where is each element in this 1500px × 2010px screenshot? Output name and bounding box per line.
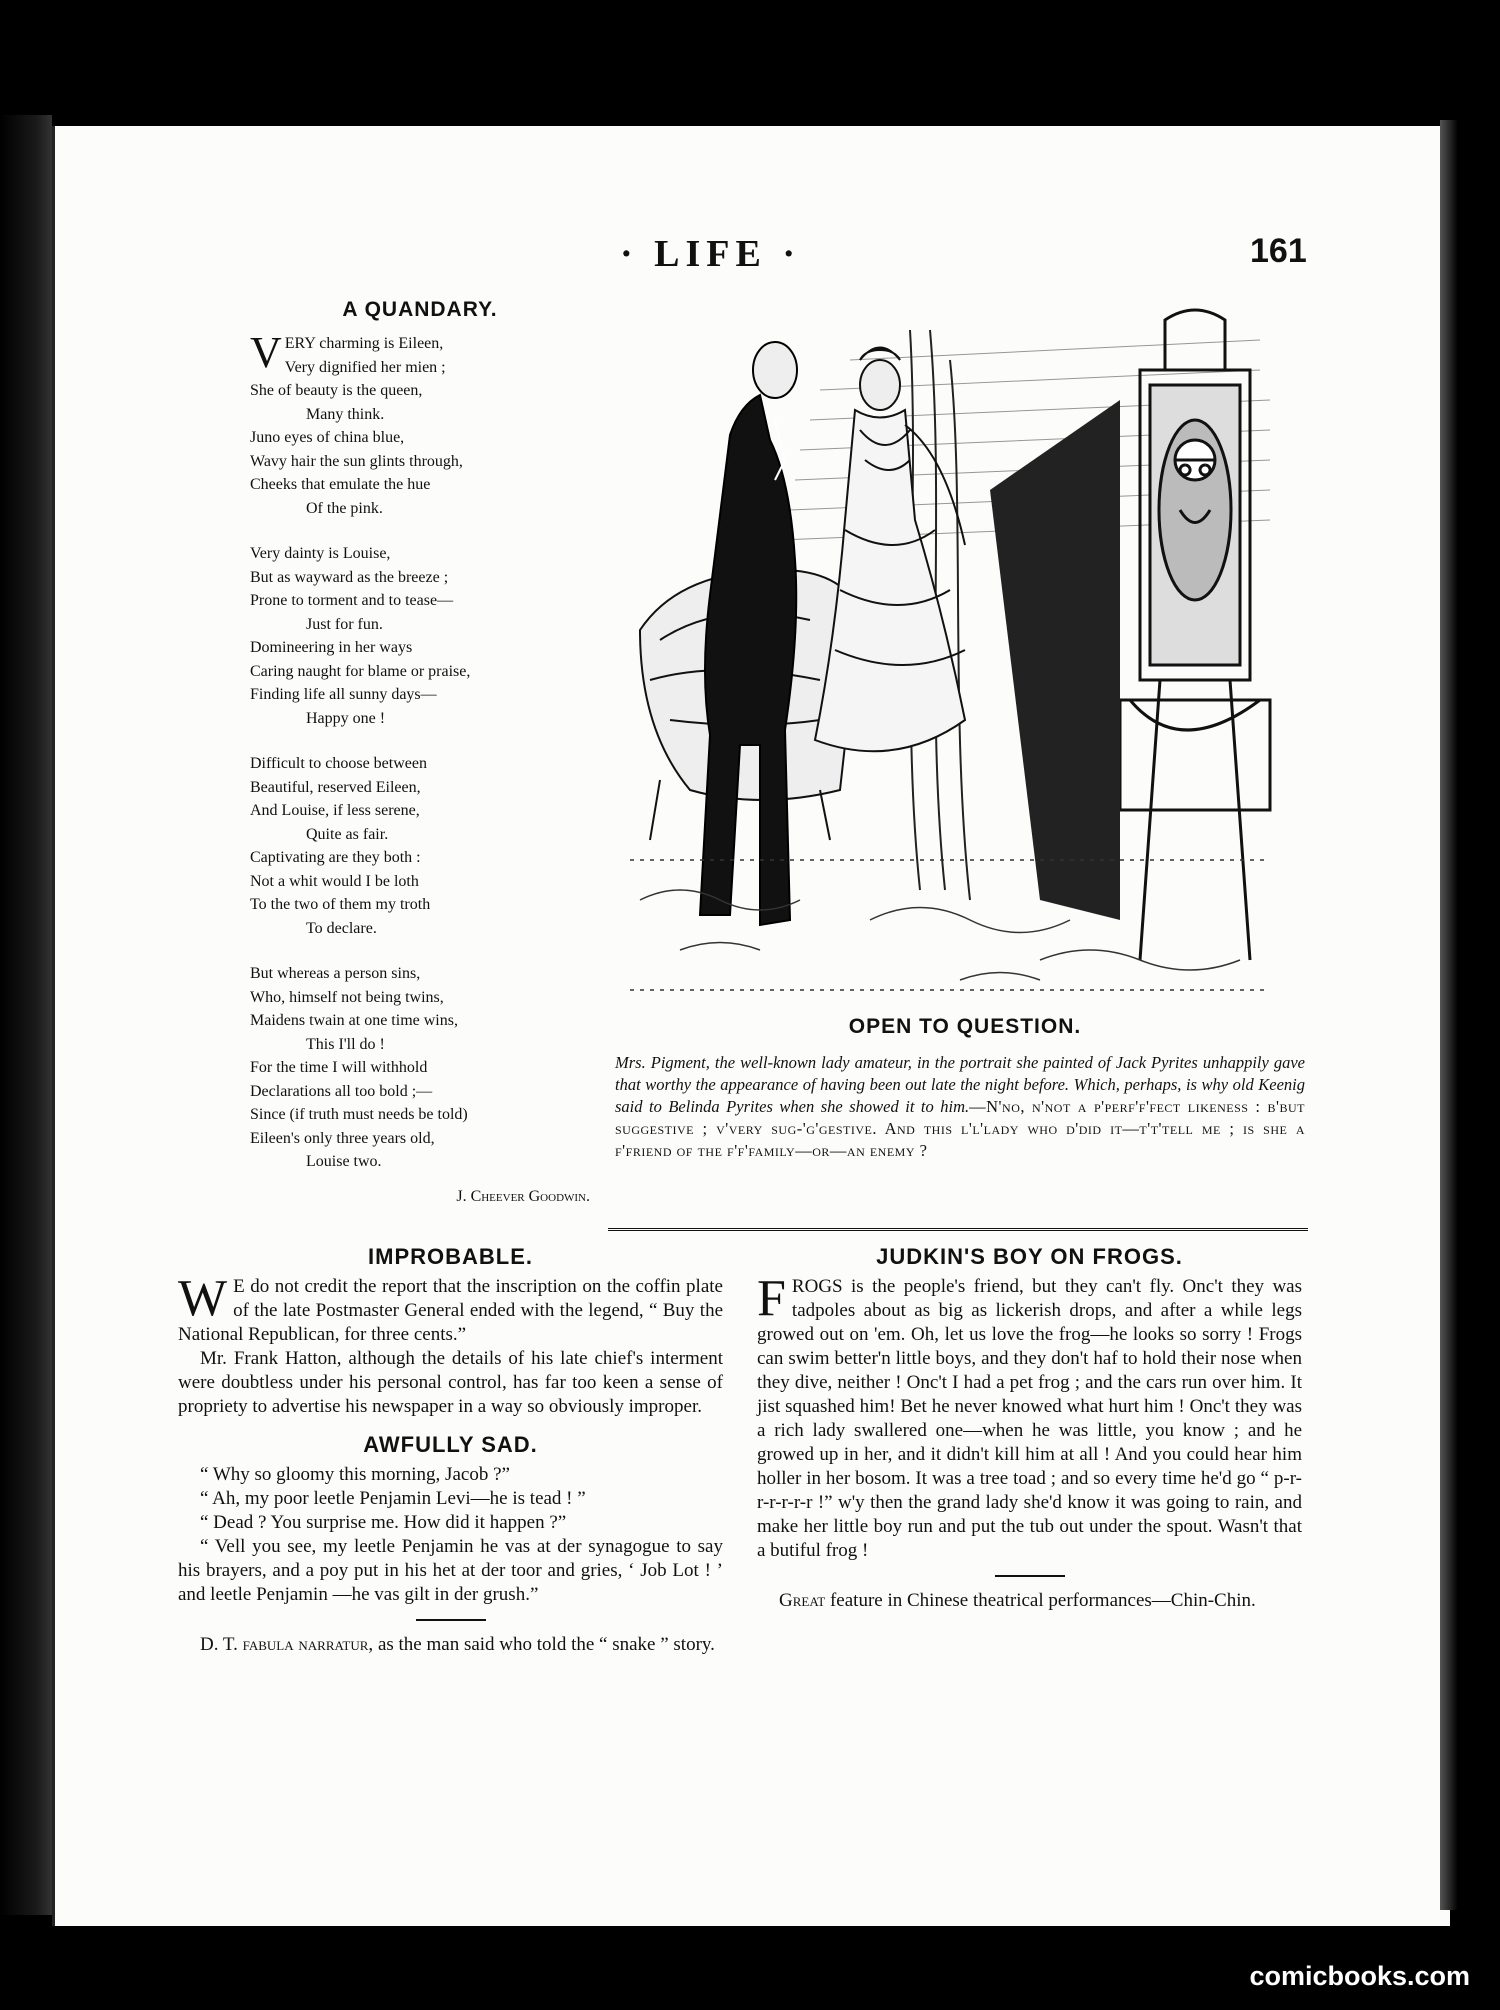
poem-line: Declarations all too bold ;— — [250, 1082, 433, 1100]
poem-line: Difficult to choose between — [250, 755, 427, 772]
poem-line: Happy one ! — [306, 709, 386, 727]
book-spine — [0, 115, 52, 1915]
fabula-lead: D. T. fabula narratur, — [200, 1634, 374, 1655]
drop-cap: V — [250, 328, 282, 377]
poem-line: Just for fun. — [306, 615, 383, 633]
poem-line: Finding life all sunny days— — [250, 686, 437, 703]
poem-line: Prone to torment and to tease— — [250, 592, 454, 609]
fabula-paragraph — [178, 1633, 723, 1657]
judkin-text: is the people's friend, but they can't fly. Onc't they was tadpoles about as big as lickerish drops, and after a while legs growed out on 'em. Oh, let us love the frog—he looks so sorry ! Frogs can swim better'n little boys, and they don't haf to hold their nose when they dive, neither ! Onc't I had a pet frog ; and the cars run over him. It jist squashed him! Bet he never knowed what hurt him ! Onc't they was a rich lady swallered one—when he was little, you know ; and he growed up in her, and it didn't kill him at all ! And you could hear him holler in her bosom. It was a tree toad ; and so every time he'd go “ p-r-r-r-r-r-r !” w'y then the grand lady she'd know it was going to rain, and make her little boy run and put the tub out under the spout. Wasn't that a butiful frog ! — [757, 1276, 1302, 1561]
illustration-title: OPEN TO QUESTION. — [848, 1015, 1082, 1038]
poem-line: Louise two. — [306, 1153, 382, 1170]
poem-line: But as wayward as the breeze ; — [250, 568, 449, 586]
poem-line: Since (if truth must needs be told) — [250, 1106, 468, 1123]
short-rule — [416, 1619, 486, 1621]
improbable-text-1: E do not credit the report that the inscription on the coffin plate of the late Postmaster General ended with the legend, “ Buy the National Republican, for three cents.” — [178, 1276, 723, 1345]
poem-line: ERY charming is Eileen, — [284, 335, 444, 352]
section-rule — [608, 1228, 1308, 1231]
poem-line: But whereas a person sins, — [250, 965, 421, 982]
poem-line: Quite as fair. — [306, 825, 389, 843]
drop-cap: F — [757, 1270, 786, 1327]
poem-line: To the two of them my troth — [250, 896, 431, 913]
stanza — [250, 328, 590, 520]
chinese-text: feature in Chinese theatrical performances—Chin-Chin. — [825, 1590, 1256, 1611]
improbable-paragraph-2: Mr. Frank Hatton, although the details of his late chief's interment were doubtless under his personal control, has far too keen a sense of propriety to advertise his newspaper in a way so obviously improper. — [178, 1348, 723, 1417]
caption-italic: Mrs. Pigment, the well-known lady amateur, in the portrait she painted of Jack Pyrites unhappily gave that worthy the appearance of having been out late the night before. Which, perhaps, is why old Keenig said to Belinda Pyrites when she showed it to him. — [615, 1053, 1305, 1116]
poem-line: Domineering in her ways — [250, 639, 413, 656]
poem-line: Very dignified her mien ; — [284, 358, 446, 376]
poem-line: Not a whit would I be loth — [250, 872, 419, 890]
poem-line: Eileen's only three years old, — [250, 1129, 435, 1147]
poem-author: J. Cheever Goodwin. — [456, 1187, 590, 1205]
poem-title: A QUANDARY. — [342, 298, 498, 321]
article-title-improbable: IMPROBABLE. — [368, 1244, 533, 1269]
judkin-paragraph — [757, 1270, 1302, 1563]
poem-line: Captivating are they both : — [250, 849, 421, 866]
poem-line: Caring naught for blame or praise, — [250, 662, 471, 680]
poem-line: For the time I will withhold — [250, 1059, 428, 1076]
page-edge — [1440, 120, 1458, 1910]
poem-line: Who, himself not being twins, — [250, 988, 444, 1006]
judkin-lead: ROGS — [791, 1276, 843, 1297]
poem-line: To declare. — [306, 919, 377, 937]
magazine-header: · LIFE · — [620, 233, 802, 275]
dialogue-line: “ Vell you see, my leetle Penjamin he vas at der synagogue to say his brayers, and a poy put in his het at der toor and gries, ‘ Job Lot ! ’ and leetle Penjamin —he vas gilt in der grush.” — [178, 1536, 723, 1605]
illustration-engraving — [620, 300, 1280, 1000]
drop-cap: W — [178, 1270, 228, 1327]
caption-small-caps: —N'no, n'not a p'perf'f'fect likeness : b'but suggestive ; v'very sug-'g'gestive. And this l'l'lady who d'did it—t't'tell me ; is she a f'friend of the f'f'family—or—an enemy ? — [615, 1097, 1305, 1160]
poem-line: Many think. — [306, 405, 385, 423]
poem-line: Beautiful, reserved Eileen, — [250, 778, 421, 796]
chinese-lead: Great — [779, 1590, 826, 1611]
poem-line: Juno eyes of china blue, — [250, 429, 405, 446]
article-title-awfully-sad: AWFULLY SAD. — [363, 1432, 538, 1457]
improbable-paragraph — [178, 1270, 723, 1347]
poem-line: Cheeks that emulate the hue — [250, 476, 431, 493]
poem-line: This I'll do ! — [306, 1035, 385, 1053]
stanza — [250, 752, 590, 940]
poem-line: Of the pink. — [306, 499, 383, 517]
poem-line: Very dainty is Louise, — [250, 545, 391, 562]
fabula-text: as the man said who told the “ snake ” story. — [373, 1634, 715, 1655]
page-number: 161 — [1250, 232, 1307, 270]
site-watermark: comicbooks.com — [1249, 1961, 1470, 1991]
poem-a-quandary — [250, 298, 590, 1206]
dialogue-line: “ Why so gloomy this morning, Jacob ?” — [200, 1464, 510, 1485]
dialogue-line: “ Dead ? You surprise me. How did it happen ?” — [200, 1512, 567, 1533]
poem-line: She of beauty is the queen, — [250, 382, 423, 399]
left-column — [178, 1245, 723, 1657]
chinese-paragraph — [757, 1589, 1302, 1613]
stanza — [250, 962, 590, 1174]
poem-line: Maidens twain at one time wins, — [250, 1012, 458, 1029]
dialogue-line: “ Ah, my poor leetle Penjamin Levi—he is tead ! ” — [200, 1488, 586, 1509]
article-title-judkin: JUDKIN'S BOY ON FROGS. — [876, 1244, 1183, 1269]
stanza — [250, 542, 590, 730]
illustration-caption — [615, 1052, 1305, 1162]
short-rule — [995, 1575, 1065, 1577]
poem-line: And Louise, if less serene, — [250, 802, 420, 819]
poem-line: Wavy hair the sun glints through, — [250, 452, 463, 470]
right-column — [757, 1245, 1302, 1613]
